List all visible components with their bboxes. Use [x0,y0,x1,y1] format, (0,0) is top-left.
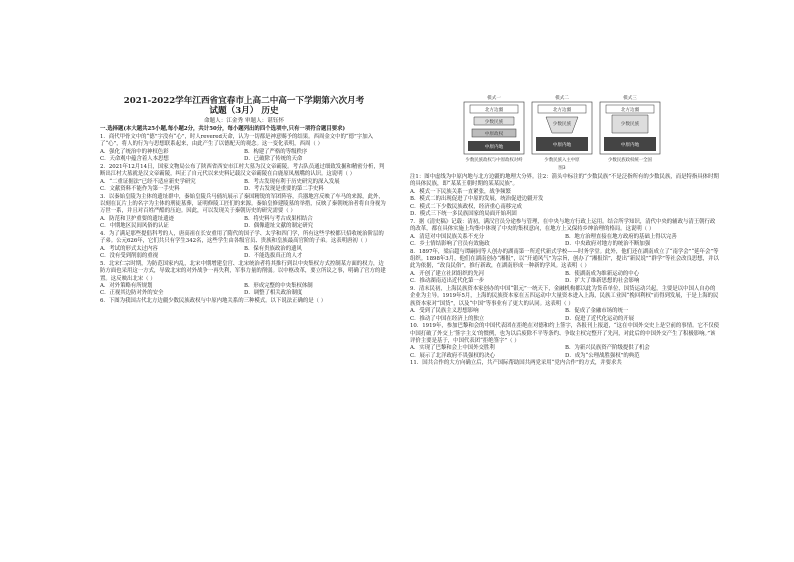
question [100,134,388,164]
question [410,323,720,360]
question-stem: 3．以秦始皇陵为主体的遗址群中，秦始皇陵兵马俑坑展示了秦国精锐的军团阵容，兵器地宫反映了车马的来源，此外，以刻在瓦片上的名字为主体的刑徒墓葬，证明修陵工匠们的来源。秦始皇修建陵墓的举措，反映了秦朝统治者将自身视为万世一系，并且对百姓严酷的压迫。因此，可以发现关于秦朝历史的研究需要（ ） [100,193,386,215]
svg-text:北方边疆: 北方边疆 [484,108,504,113]
answer-option[interactable]: D．不能选拔真正的人才 [244,253,303,260]
answer-option[interactable]: C．推动了中国在经济上的独立 [410,315,485,322]
answer-option[interactable]: D．模式三下统一多民族国家的局面开始巩固 [410,211,517,218]
svg-text:中原内地: 中原内地 [552,143,572,148]
question-stem: 8．1897年，梁启超与谭嗣同等人创办的湖南第一所近代新式学校——时务学堂。此外，他们还在湖南成立了“南学会”“延年会”等组织。1898年3月，他们在湖南创办“湘报”，以“开通风气”为宗旨，创办了“湘报馆”，提出“新民说”“群学”等社会改良思想，并以此为依据，“改良民俗”，推行新政，在湖南形成一种新的学风。这表明（ ） [410,248,719,270]
svg-text:中原内地: 中原内地 [484,145,504,150]
question-stem: 6．下图为我国古代北方边疆少数民族政权与中原内地关系的三种模式。以下说法正确的是（ ） [100,297,327,304]
answer-option[interactable]: D．已破除了传统的天命 [244,156,303,163]
answer-option[interactable]: A．清廷对中国民族关系不充分 [410,233,484,240]
answer-options [410,308,720,323]
answer-option[interactable]: B．考古发现有利于历史研究的深入发展 [244,178,340,185]
answer-option[interactable]: A．防范和卫护重要的遗址遗迹 [100,215,174,222]
answer-option[interactable]: B．形成完整的中央集权体制 [244,282,313,289]
answer-option[interactable]: B．将史料与考古成果相结合 [244,215,313,222]
answer-option[interactable]: B．地方治理直接在地方政府的基础上得以完善 [565,233,677,240]
answer-option[interactable]: A．强化了统治中的神权色彩 [100,148,169,155]
answer-option[interactable]: A．“二重证据法”已经不适应新史学研究 [100,178,196,185]
answer-option[interactable]: D．调整了相关政治制度 [244,290,303,297]
left-column [100,0,388,305]
figure-label: 图3 [558,166,566,171]
exam-title-line1: 2021-2022学年江西省宜春市上高二中高一下学期第六次月考 [123,96,365,106]
question-stem: 1．商代甲骨文中的“德”字没有“心”，时人revered天命，认为一切都是神意赐予的结果。西周金文中的“德”字加入了“心”，将人的行为与思想联系起来，由此产生了以德配天的观念。这一变化表明，西周（ ） [100,133,373,148]
answer-option[interactable]: D．偶像遗址文献的制定研究 [244,223,314,230]
answer-options [100,216,388,231]
answer-option[interactable]: C．乡土情结影响了官员有效施政 [410,241,490,248]
svg-text:少数民族: 少数民族 [484,120,504,125]
question-stem: 9．清末民初，上海民族资本家创办的中国“银元”一统天下，金融机构都以此为货币单位，国货运动兴起，主要是以中国人自办的企业为主导。1919年5月，上海的民族资本家在五四运动中大量资本进入上海，民族工业因“挽回利权”而得到发展，于是上海的民族资本家对“国货”，以及“中国”等事业有了更大的认同。这表明（ ） [410,285,719,307]
left-question-list [100,134,388,305]
question [410,249,720,286]
answer-option[interactable]: C．天命观中蕴含着人本思想 [100,156,169,163]
answer-option[interactable]: A．模式一下民族关系一直紧张，战争频繁 [410,188,511,195]
question-stem: 4．为了满足那些提倡科考的人，唐高祖在长安重用了隋代的国子学、太学和四门学，所有这些学校都只招收统治阶层的子弟。公元626年，它们共只有学生342名，这些学生由各级官员、贵族和皇族最高官阶的子弟。这表明唐初（ ） [100,230,384,245]
question [100,194,388,231]
question [100,298,388,305]
answer-option[interactable]: B．模式二的出现促进了中原的发展，统治促进边疆开发 [410,196,544,203]
question [410,219,720,249]
answer-option[interactable]: A．受到了民族主义思想影响 [410,308,479,315]
answer-option[interactable]: A．实现了巴黎和会上中国外交胜利 [410,345,495,352]
question [100,261,388,298]
svg-text:中原内地: 中原内地 [620,143,640,148]
question [410,286,720,323]
svg-text:少数民族政权与中原政权对峙: 少数民族政权与中原政权对峙 [465,158,523,163]
answer-options [410,345,720,360]
answer-options [100,246,388,261]
question-stem: 5．北宋仁宗时期，为防范国家内乱，北宋中期增建皇宫、北宋统治者将其推行到以中央集权方式控制某方面的权力，边防方面也采用这一方式，导致北宋的对外战争一再失利，军事力量的削弱。以中枢改革，要立所议之事，明确了官方的建置。这反映出北宋（ ） [100,260,386,282]
exam-title-line2: 试题（3月） 历史 [209,106,279,116]
svg-text:少数民族政权统一全国: 少数民族政权统一全国 [608,158,652,163]
question-stem: 10．1919年，参加巴黎和会的中国代表团在拒绝在对德和约上签字，各报刊上报道，“这在中国外交史上是空前的事情。它不仅使中国打破了外交上‘签字主义’的惯例，也为以后废除不平等条约、争取主权完整开了先河，对此后的中国外交产生了积极影响。”该评价主要是基于，中国代表团“拒绝签字”（ ） [410,323,720,344]
svg-text:中原政权: 中原政权 [484,132,504,137]
answer-option[interactable]: D．促进了近代化运动的开展 [565,315,635,322]
answer-options [410,271,720,286]
svg-text:少数民族: 少数民族 [620,122,640,127]
right-question-list [410,174,720,368]
answer-options [100,149,388,164]
answer-options [100,179,388,194]
question-stem: 注1：图中虚线为中原内地与北方边疆的地理大分界。注2：箭头中标注的“少数民族”不是泛指所有的少数民族，而是特指具体时期的具体民族，即“某某王朝时期的某某民族”。 [410,174,719,188]
question-stem: 2．2021年12月14日，国家文物局公布了陕西省西安市江村大墓为汉文帝霸陵。考古队员通过细致发掘和精密分析，判断出江村大墓就是汉文帝霸陵，纠正了自元代以来史料记载汉文帝霸陵在白鹿原凤凰嘴的认识。这说明（ ） [100,163,385,178]
answer-option[interactable]: C．文献资料不能作为第一手史料 [100,186,180,193]
question-stem: 11．国共合作的大方向确立后，共产国际帮助国共两党采用“党内合作”的方式，并要求共 [410,360,622,367]
answer-options [410,189,720,219]
answer-option[interactable]: C．没有受到削弱的重视 [100,253,159,260]
question [410,174,720,219]
diagram-mode-label: 模式一 [487,96,501,101]
answer-option[interactable]: A．对外策略有所规划 [100,282,153,289]
svg-text:少数民族入主中原: 少数民族入主中原 [544,158,580,163]
question-stem: 7．据《清史稿》记载：清初，满汉官员分途参与管理，在中央与地方行政上运用。结合所学知识，清代中央的辅政与清王朝行政的改革，都在具体实施上均集中体现了中央的集权意向，在地方上又保持乡绅治理的格局。这说明（ ） [410,218,716,233]
exam-byline: 命题人：江金秀 审题人：谌钰怀 [203,118,285,124]
svg-text:北方边疆: 北方边疆 [620,108,640,113]
answer-option[interactable]: D．成为“公理战胜强权”的典范 [565,352,640,359]
answer-option[interactable]: C．展示了北洋政府不畏强权的决心 [410,352,495,359]
answer-option[interactable]: A．开创了建立社团组织的先河 [410,270,484,277]
answer-options [410,234,720,249]
answer-option[interactable]: C．模式二下少数民族政权，经济重心南移完成 [410,203,522,210]
svg-text:模式二: 模式二 [555,96,569,101]
answer-option[interactable]: C．中期地区民间风俗的认证 [100,223,169,230]
answer-options [100,283,388,298]
svg-text:模式三: 模式三 [623,96,637,101]
answer-option[interactable]: D．考古发现是重要的第二手史料 [244,186,324,193]
answer-option[interactable]: B．使湖南成为维新运动的中心 [565,270,640,277]
answer-option[interactable]: B．为新兴民族资产阶级提供了机会 [565,345,650,352]
question [100,164,388,194]
answer-option[interactable]: D．扩大了维新思想的社会影响 [565,278,640,285]
answer-option[interactable]: C．推动湖南迈出近代化第一步 [410,278,485,285]
right-column [410,0,720,368]
answer-option[interactable]: A．考试的形式太过内容 [100,245,158,252]
question [100,231,388,261]
answer-option[interactable]: D．中央政府对地方的统治不断加强 [565,241,651,248]
section-intro: 一.选择题(本大题共25小题,每小题2分，共计50分，每小题列出的四个选项中,只有一项符合题目要求) [100,126,346,133]
answer-option[interactable]: B．促成了金融市场的统一 [565,308,629,315]
answer-option[interactable]: C．正视其边防对外的安全 [100,290,164,297]
svg-text:少数民族: 少数民族 [552,122,572,127]
answer-option[interactable]: B．构建了严格的等级秩序 [244,148,308,155]
answer-option[interactable]: B．保有贵族政治的遗风 [244,245,302,252]
svg-text:北方边疆: 北方边疆 [552,108,572,113]
question [410,360,720,367]
